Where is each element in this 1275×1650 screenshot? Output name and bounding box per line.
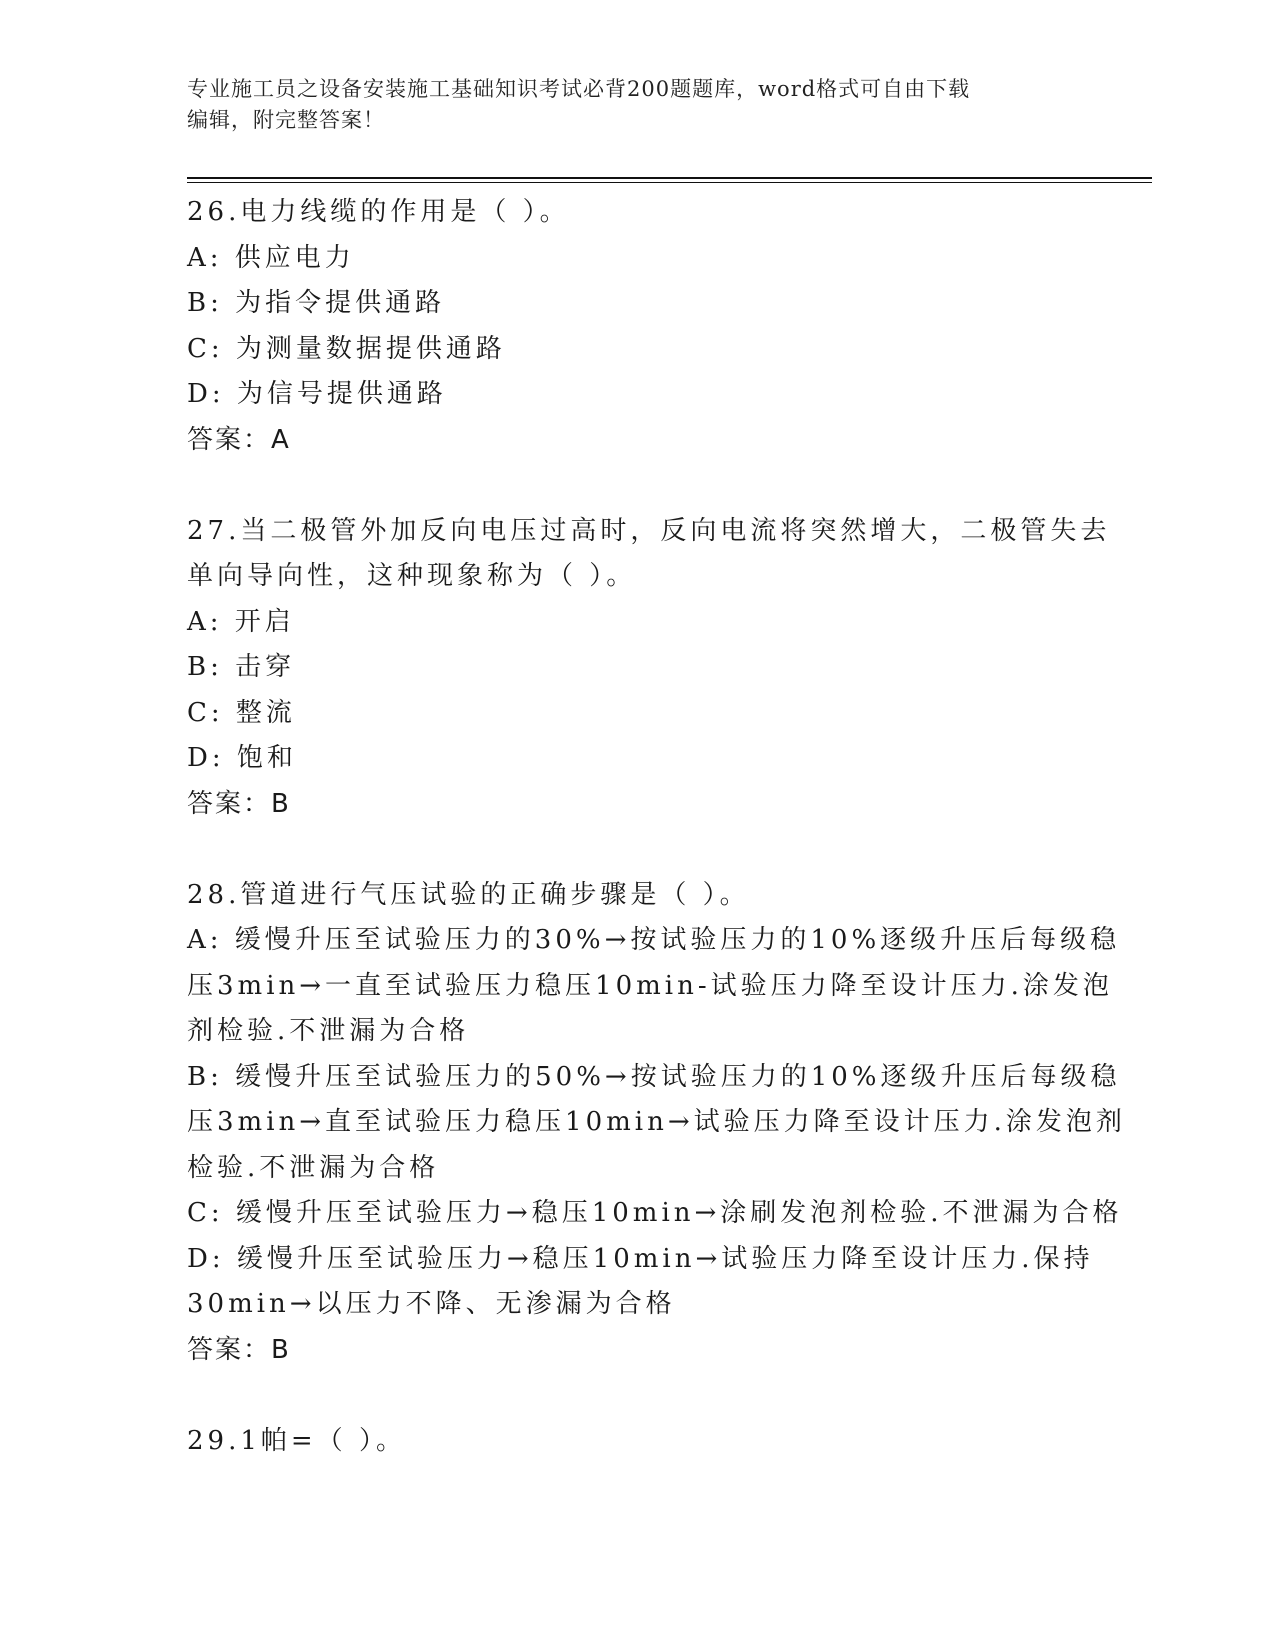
answer-label: 答案：B bbox=[187, 1334, 291, 1365]
option-d-line-1: D: 缓慢升压至试验压力→稳压10min→试验压力降至设计压力.保持 bbox=[187, 1243, 1094, 1274]
option-a: A: 供应电力 bbox=[187, 242, 355, 273]
option-a-line-1: A: 缓慢升压至试验压力的30%→按试验压力的10%逐级升压后每级稳 bbox=[187, 925, 1121, 955]
option-b: B: 击穿 bbox=[187, 652, 296, 682]
option-a-line-3: 剂检验.不泄漏为合格 bbox=[187, 1016, 470, 1046]
option-b-line-2: 压3min→直至试验压力稳压10min→试验压力降至设计压力.涂发泡剂 bbox=[187, 1107, 1126, 1137]
option-c: C: 缓慢升压至试验压力→稳压10min→涂刷发泡剂检验.不泄漏为合格 bbox=[187, 1198, 1123, 1228]
answer-label: 答案：B bbox=[187, 788, 291, 819]
option-a-line-2: 压3min→一直至试验压力稳压10min-试验压力降至设计压力.涂发泡 bbox=[187, 970, 1113, 1001]
spacer bbox=[187, 1373, 1087, 1419]
question-stem: 29.1帕=（ ）。 bbox=[187, 1425, 406, 1456]
question-stem: 26.电力线缆的作用是（ ）。 bbox=[187, 197, 570, 227]
question-27 bbox=[187, 509, 1111, 828]
question-stem: 28.管道进行气压试验的正确步骤是（ ）。 bbox=[187, 879, 750, 910]
spacer bbox=[187, 463, 1087, 509]
header-title-line-2: 编辑，附完整答案！ bbox=[187, 108, 385, 132]
option-b-line-3: 检验.不泄漏为合格 bbox=[187, 1152, 440, 1183]
option-c: C: 整流 bbox=[187, 697, 296, 728]
option-b-line-1: B: 缓慢升压至试验压力的50%→按试验压力的10%逐级升压后每级稳 bbox=[187, 1061, 1121, 1092]
header-title-line-1: 专业施工员之设备安装施工基础知识考试必背200题题库，word格式可自由下载 bbox=[187, 77, 971, 101]
option-d: D: 饱和 bbox=[187, 743, 297, 773]
option-b: B: 为指令提供通路 bbox=[187, 288, 446, 318]
question-28 bbox=[187, 873, 1126, 1374]
header-divider-thin bbox=[187, 182, 1152, 183]
question-26 bbox=[187, 190, 1087, 463]
question-stem-line-1: 27.当二极管外加反向电压过高时，反向电流将突然增大，二极管失去 bbox=[187, 515, 1111, 546]
answer-label: 答案：A bbox=[187, 424, 291, 455]
spacer bbox=[187, 827, 1087, 873]
option-a: A: 开启 bbox=[187, 606, 295, 637]
question-list bbox=[187, 190, 1126, 1464]
question-29 bbox=[187, 1419, 1087, 1465]
header-divider-thick bbox=[187, 177, 1152, 179]
option-d-line-2: 30min→以压力不降、无渗漏为合格 bbox=[187, 1289, 676, 1319]
option-c: C: 为测量数据提供通路 bbox=[187, 333, 506, 364]
option-d: D: 为信号提供通路 bbox=[187, 379, 447, 409]
question-stem-line-2: 单向导向性，这种现象称为（ ）。 bbox=[187, 561, 637, 591]
document-header bbox=[187, 74, 1067, 136]
